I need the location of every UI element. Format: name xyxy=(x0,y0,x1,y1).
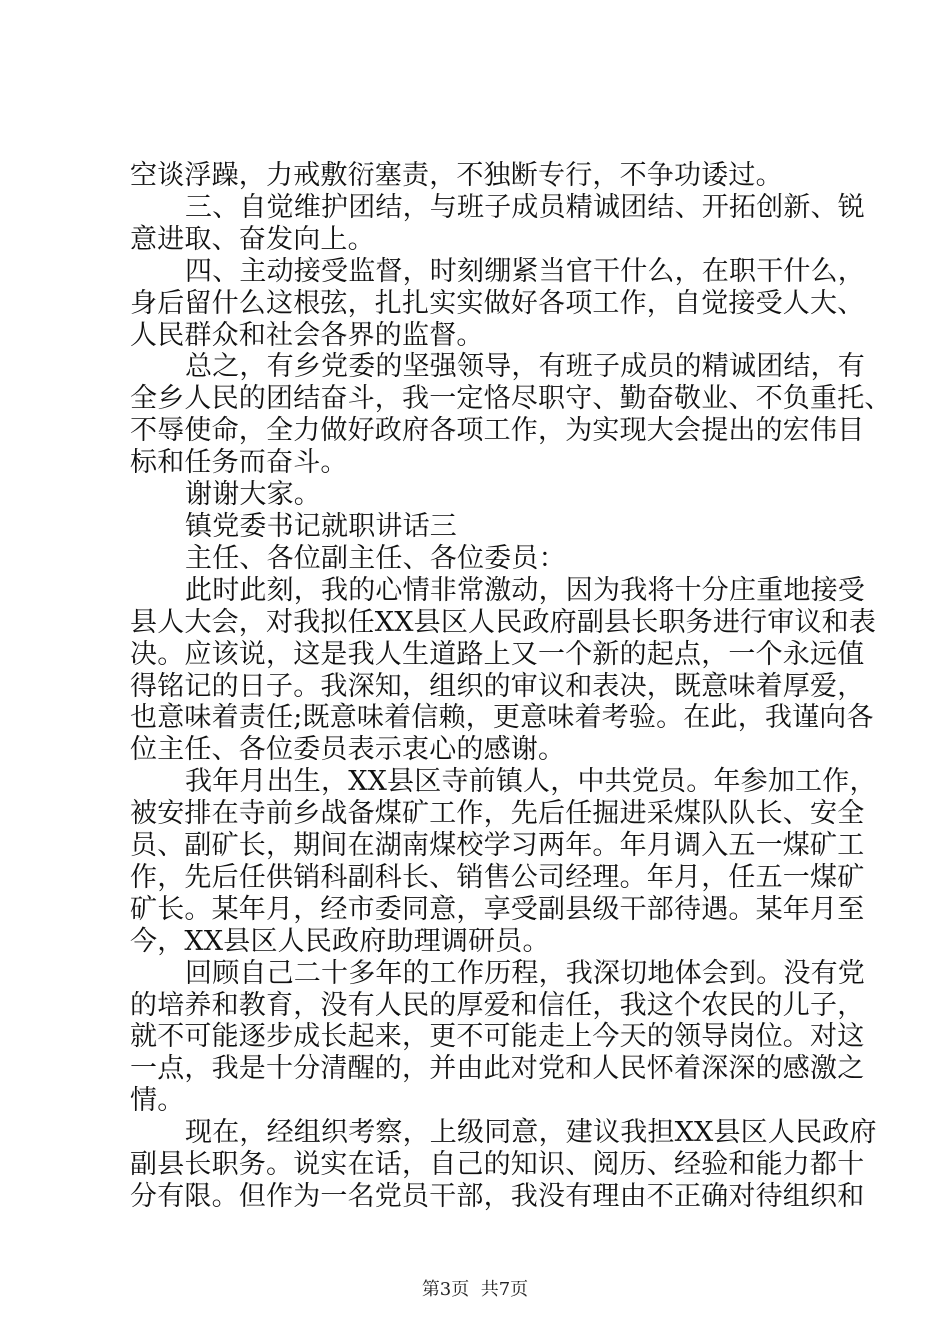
text-line: 分有限。但作为一名党员干部，我没有理由不正确对待组织和 xyxy=(130,1181,865,1212)
text-line: 标和任务而奋斗。 xyxy=(130,447,348,479)
text-line: 的培养和教育，没有人民的厚爱和信任，我这个农民的儿子， xyxy=(130,989,865,1021)
text-line: 总之，有乡党委的坚强领导，有班子成员的精诚团结，有 xyxy=(185,351,865,383)
text-line: 空谈浮躁，力戒敷衍塞责，不独断专行，不争功诿过。 xyxy=(130,160,783,191)
text-line: 得铭记的日子。我深知，组织的审议和表决，既意味着厚爱， xyxy=(130,670,865,702)
text-line: 三、自觉维护团结，与班子成员精诚团结、开拓创新、锐 xyxy=(185,191,865,223)
text-line: 一点，我是十分清醒的，并由此对党和人民怀着深深的感激之 xyxy=(130,1053,865,1085)
text-line: 作，先后任供销科副科长、销售公司经理。年月，任五一煤矿 xyxy=(130,861,865,893)
text-line: 人民群众和社会各界的监督。 xyxy=(130,319,484,351)
text-line: 现在，经组织考察，上级同意，建议我担XX县区人民政府 xyxy=(185,1117,877,1149)
text-line: 回顾自己二十多年的工作历程，我深切地体会到。没有党 xyxy=(185,957,865,989)
text-line: 不辱使命，全力做好政府各项工作，为实现大会提出的宏伟目 xyxy=(130,415,865,447)
text-line: 矿长。某年月，经市委同意，享受副县级干部待遇。某年月至 xyxy=(130,893,865,925)
text-line: 副县长职务。说实在话，自己的知识、阅历、经验和能力都十 xyxy=(130,1149,865,1181)
text-line: 被安排在寺前乡战备煤矿工作，先后任掘进采煤队队长、安全 xyxy=(130,798,865,830)
text-line: 决。应该说，这是我人生道路上又一个新的起点，一个永远值 xyxy=(130,638,865,670)
text-line: 今，XX县区人民政府助理调研员。 xyxy=(130,925,550,957)
text-line: 县人大会，对我拟任XX县区人民政府副县长职务进行审议和表 xyxy=(130,606,877,638)
text-line: 四、主动接受监督，时刻绷紧当官干什么，在职干什么， xyxy=(185,255,865,287)
text-line: 位主任、各位委员表示衷心的感谢。 xyxy=(130,734,566,766)
text-line: 员、副矿长，期间在湖南煤校学习两年。年月调入五一煤矿工 xyxy=(130,830,865,862)
text-line: 情。 xyxy=(130,1085,185,1117)
text-line: 也意味着责任;既意味着信赖，更意味着考验。在此，我谨向各 xyxy=(130,702,874,734)
text-line: 我年月出生，XX县区寺前镇人，中共党员。年参加工作， xyxy=(185,766,877,798)
text-line: 主任、各位副主任、各位委员： xyxy=(185,542,566,574)
page-total: 共7页 xyxy=(480,1279,529,1300)
text-line: 谢谢大家。 xyxy=(185,479,321,511)
text-line: 就不可能逐步成长起来，更不可能走上今天的领导岗位。对这 xyxy=(130,1021,865,1053)
page-number: 第3页 xyxy=(421,1279,470,1300)
text-line: 身后留什么这根弦，扎扎实实做好各项工作，自觉接受人大、 xyxy=(130,287,865,319)
text-line: 镇党委书记就职讲话三 xyxy=(185,510,457,542)
page-footer xyxy=(0,1278,950,1302)
text-line: 此时此刻，我的心情非常激动，因为我将十分庄重地接受 xyxy=(185,574,865,606)
text-line: 全乡人民的团结奋斗，我一定恪尽职守、勤奋敬业、不负重托、 xyxy=(130,383,892,415)
text-line: 意进取、奋发向上。 xyxy=(130,223,375,255)
